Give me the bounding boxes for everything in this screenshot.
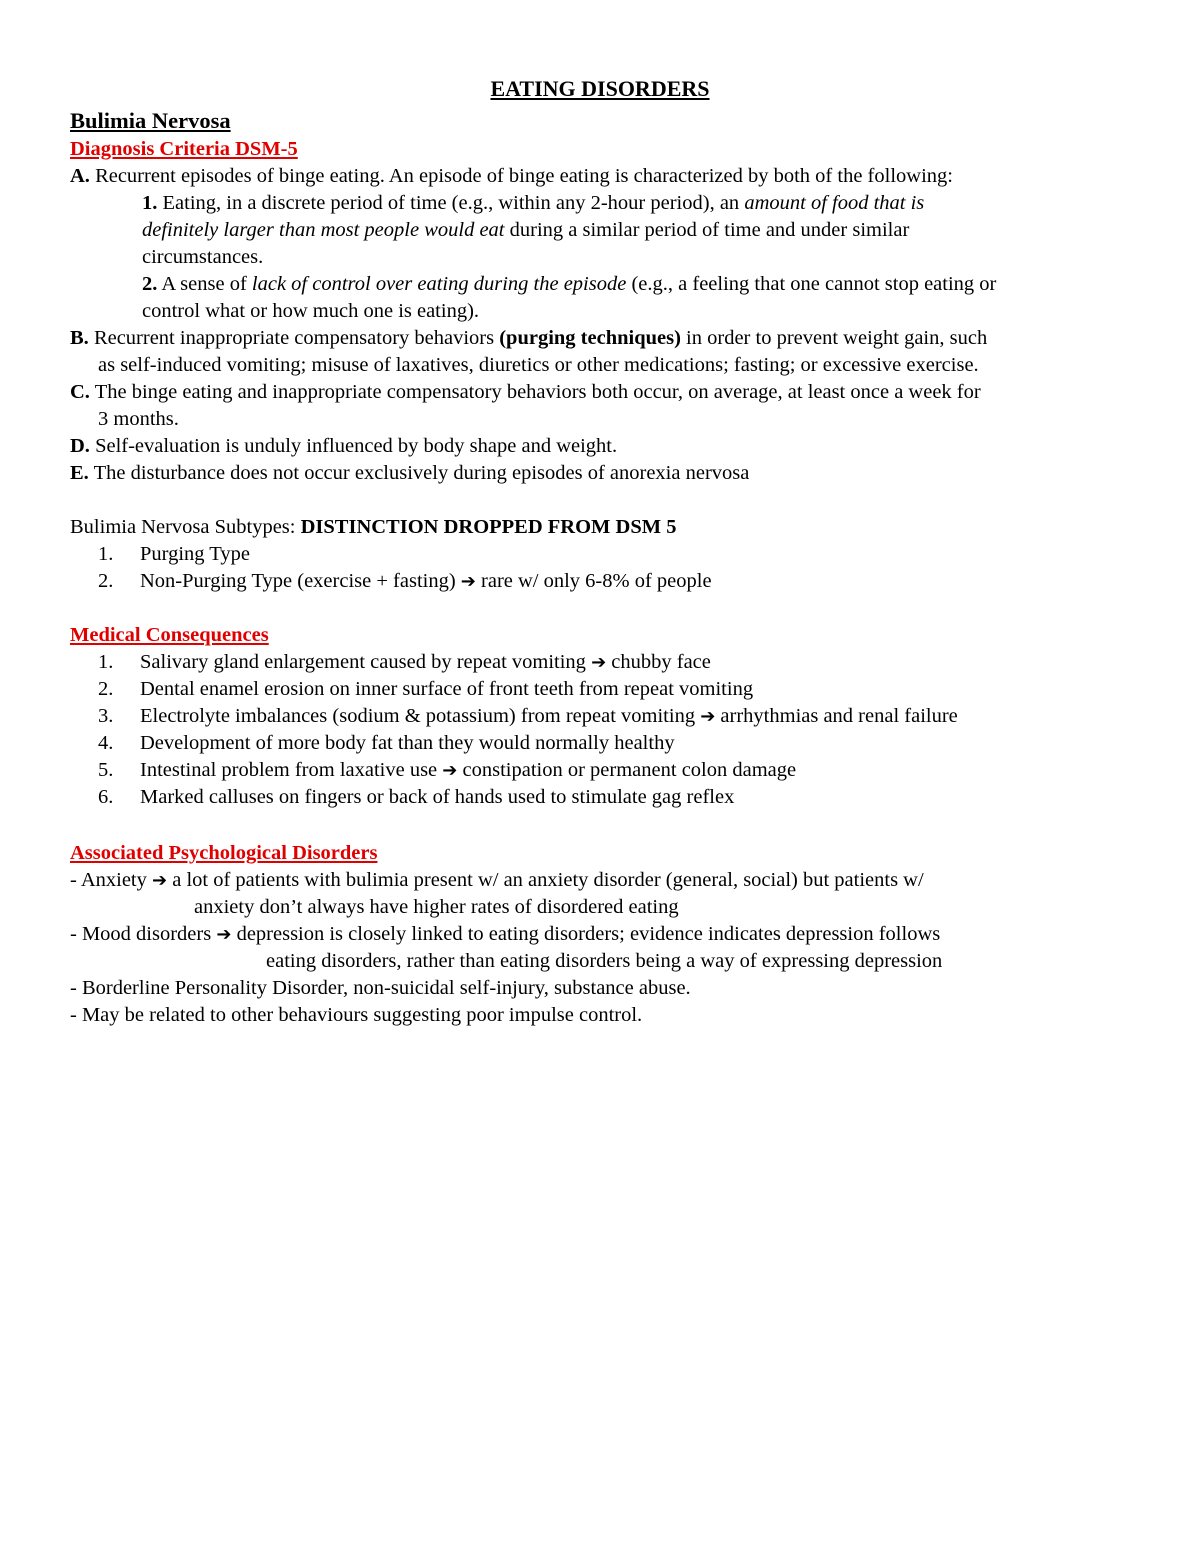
associated-block [70, 840, 1140, 1029]
criteria-heading: Diagnosis Criteria DSM-5 [70, 138, 298, 160]
list-item: 3. Electrolyte imbalances (sodium & potassium) from repeat vomiting ➔ arrhythmias and renal failure [98, 705, 958, 727]
medical-block [70, 622, 1140, 811]
criterion-a-2-cont: control what or how much one is eating). [142, 300, 480, 322]
arrow-right-icon: ➔ [591, 652, 607, 673]
subtypes-block [70, 514, 1140, 595]
criterion-b-cont: as self-induced vomiting; misuse of laxatives, diuretics or other medications; fasting; or excessive exercise. [98, 354, 979, 376]
criterion-c: C. The binge eating and inappropriate compensatory behaviors both occur, on average, at least once a week for [70, 381, 981, 403]
section-heading: Bulimia Nervosa [70, 108, 231, 133]
list-item: 5. Intestinal problem from laxative use ➔ constipation or permanent colon damage [98, 759, 797, 781]
document-title: EATING DISORDERS [490, 76, 710, 101]
list-item: 1. Salivary gland enlargement caused by repeat vomiting ➔ chubby face [98, 651, 711, 673]
arrow-right-icon: ➔ [700, 706, 716, 727]
associated-mood: - Mood disorders ➔ depression is closely linked to eating disorders; evidence indicates depression follows [70, 923, 941, 945]
list-item: 1. Purging Type [98, 543, 250, 565]
list-item: 4. Development of more body fat than they would normally healthy [98, 732, 675, 754]
criterion-c-cont: 3 months. [98, 408, 179, 430]
medical-heading: Medical Consequences [70, 624, 269, 646]
associated-bpd: - Borderline Personality Disorder, non-suicidal self-injury, substance abuse. [70, 977, 691, 999]
list-item: 2. Non-Purging Type (exercise + fasting) ➔ rare w/ only 6-8% of people [98, 570, 712, 592]
list-item: 2. Dental enamel erosion on inner surface of front teeth from repeat vomiting [98, 678, 754, 700]
associated-heading: Associated Psychological Disorders [70, 842, 378, 864]
associated-anxiety: - Anxiety ➔ a lot of patients with bulimia present w/ an anxiety disorder (general, social) but patients w/ [70, 869, 924, 891]
subtypes-heading: Bulimia Nervosa Subtypes: DISTINCTION DROPPED FROM DSM 5 [70, 516, 677, 538]
list-item: 6. Marked calluses on fingers or back of hands used to stimulate gag reflex [98, 786, 735, 808]
criterion-b: B. Recurrent inappropriate compensatory behaviors (purging techniques) in order to prevent weight gain, such [70, 327, 988, 349]
criterion-a-1-cont: definitely larger than most people would eat during a similar period of time and under similar [142, 219, 910, 241]
criterion-a-2: 2. A sense of lack of control over eating during the episode (e.g., a feeling that one cannot stop eating or [142, 273, 997, 295]
arrow-right-icon: ➔ [460, 571, 476, 592]
criterion-a: A. Recurrent episodes of binge eating. An episode of binge eating is characterized by both of the following: [70, 165, 953, 187]
criterion-a-1-cont2: circumstances. [142, 246, 264, 268]
associated-anxiety-cont: anxiety don’t always have higher rates of disordered eating [194, 896, 679, 918]
arrow-right-icon: ➔ [216, 924, 232, 945]
criterion-e: E. The disturbance does not occur exclusively during episodes of anorexia nervosa [70, 462, 750, 484]
criterion-d: D. Self-evaluation is unduly influenced by body shape and weight. [70, 435, 618, 457]
criteria-block [70, 106, 1140, 487]
arrow-right-icon: ➔ [442, 760, 458, 781]
associated-impulse: - May be related to other behaviours suggesting poor impulse control. [70, 1004, 643, 1026]
arrow-right-icon: ➔ [152, 870, 168, 891]
associated-mood-cont: eating disorders, rather than eating disorders being a way of expressing depression [266, 950, 943, 972]
criterion-a-1: 1. Eating, in a discrete period of time (e.g., within any 2-hour period), an amount of food that is [142, 192, 925, 214]
